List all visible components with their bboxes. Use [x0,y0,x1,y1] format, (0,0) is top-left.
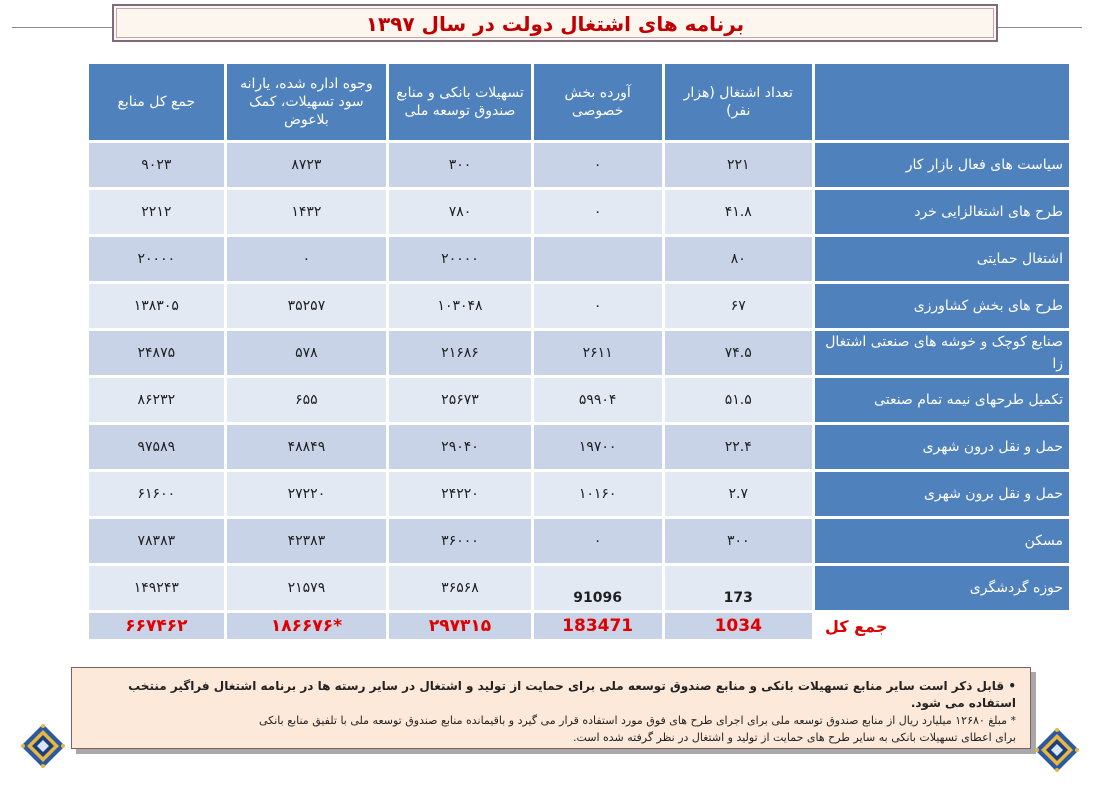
cell-private: ۰ [534,519,662,563]
cell-jobs: ۲.۷ [665,472,812,516]
footnote-line-3: برای اعطای تسهیلات بانکی به سایر طرح های حمایت از تولید و اشتغال در نظر گرفته شده است. [572,731,1016,744]
cell-funds: ۴۲۳۸۳ [227,519,387,563]
cell-total: ۱۴۹۲۴۳ [89,566,224,610]
total-jobs: 1034 [665,613,812,639]
header-funds: وجوه اداره شده، یارانه سود تسهیلات، کمک بلاعوض [227,64,387,140]
cell-total: ۱۳۸۳۰۵ [89,284,224,328]
cell-jobs: ۴۱.۸ [665,190,812,234]
table-header-row [89,64,1069,140]
row-label: حمل و نقل درون شهری [815,425,1069,469]
header-label [815,64,1069,140]
header-private: آورده بخش خصوصی [534,64,662,140]
cell-funds: ۶۵۵ [227,378,387,422]
cell-private: ۰ [534,284,662,328]
cell-total: ۶۱۶۰۰ [89,472,224,516]
cell-bank: ۲۱۶۸۶ [389,331,531,375]
cell-jobs: 173 [665,566,812,610]
cell-funds: ۴۸۸۴۹ [227,425,387,469]
page-title: برنامه های اشتغال دولت در سال ۱۳۹۷ [365,12,745,36]
table-row [89,378,1069,422]
cell-private: ۱۹۷۰۰ [534,425,662,469]
header-jobs: تعداد اشتغال (هزار نفر) [665,64,812,140]
header-bank: تسهیلات بانکی و منابع صندوق توسعه ملی [389,64,531,140]
row-label: تکمیل طرحهای نیمه تمام صنعتی [815,378,1069,422]
cell-bank: ۲۵۶۷۳ [389,378,531,422]
footnote-line-1: • قابل ذکر است سایر منابع تسهیلات بانکی و منابع صندوق توسعه ملی برای حمایت از تولید و اشتغال در سایر رسته ها در برنامه اشتغال فراگیر منتخب استفاده می شود. [128,679,1016,710]
row-label: طرح های بخش کشاورزی [815,284,1069,328]
cell-total: ۲۴۸۷۵ [89,331,224,375]
footnote-box [71,667,1031,749]
table-row [89,237,1069,281]
cell-total: ۲۲۱۲ [89,190,224,234]
cell-jobs: ۸۰ [665,237,812,281]
table-row [89,331,1069,375]
total-sum: ۶۶۷۴۶۲ [89,613,224,639]
table-row [89,566,1069,610]
row-label: سیاست های فعال بازار کار [815,143,1069,187]
ornament-right-icon [1034,727,1080,773]
total-label: جمع کل [815,613,1069,639]
cell-total: ۷۸۳۸۳ [89,519,224,563]
cell-total: ۲۰۰۰۰ [89,237,224,281]
cell-bank: ۳۶۵۶۸ [389,566,531,610]
row-label: حمل و نقل برون شهری [815,472,1069,516]
cell-private: ۰ [534,143,662,187]
cell-jobs: ۲۲.۴ [665,425,812,469]
table-row [89,519,1069,563]
cell-bank: ۳۶۰۰۰ [389,519,531,563]
cell-private: ۲۶۱۱ [534,331,662,375]
cell-funds: ۲۷۲۲۰ [227,472,387,516]
cell-bank: ۷۸۰ [389,190,531,234]
footnote-line-2: * مبلغ ۱۲۶۸۰ میلیارد ریال از منابع صندوق توسعه ملی برای اجرای طرح های فوق مورد استفاده قرار می گیرد و باقیمانده منابع صندوق توسعه ملی با تلفیق منابع بانکی [259,714,1016,727]
cell-private [534,237,662,281]
cell-bank: ۲۹۰۴۰ [389,425,531,469]
row-label: صنایع کوچک و خوشه های صنعتی اشتغال زا [815,331,1069,375]
cell-funds: ۲۱۵۷۹ [227,566,387,610]
cell-funds: ۰ [227,237,387,281]
header-total: جمع کل منابع [89,64,224,140]
title-banner [112,4,998,42]
table-row [89,425,1069,469]
table-row [89,143,1069,187]
cell-jobs: ۵۱.۵ [665,378,812,422]
cell-bank: ۲۴۲۲۰ [389,472,531,516]
row-label: حوزه گردشگری [815,566,1069,610]
table-row [89,190,1069,234]
cell-total: ۹۰۲۳ [89,143,224,187]
cell-jobs: ۲۲۱ [665,143,812,187]
cell-private: ۱۰۱۶۰ [534,472,662,516]
cell-jobs: ۳۰۰ [665,519,812,563]
cell-bank: ۲۰۰۰۰ [389,237,531,281]
employment-table [86,61,1072,642]
total-bank: ۲۹۷۳۱۵ [389,613,531,639]
cell-private: 91096 [534,566,662,610]
cell-total: ۸۶۲۳۲ [89,378,224,422]
cell-private: ۵۹۹۰۴ [534,378,662,422]
cell-bank: ۱۰۳۰۴۸ [389,284,531,328]
cell-private: ۰ [534,190,662,234]
cell-funds: ۱۴۳۲ [227,190,387,234]
cell-funds: ۳۵۲۵۷ [227,284,387,328]
row-label: اشتغال حمایتی [815,237,1069,281]
row-label: مسکن [815,519,1069,563]
total-row [89,613,1069,639]
total-private: 183471 [534,613,662,639]
ornament-left-icon [20,723,66,769]
cell-jobs: ۶۷ [665,284,812,328]
cell-jobs: ۷۴.۵ [665,331,812,375]
cell-funds: ۸۷۲۳ [227,143,387,187]
cell-total: ۹۷۵۸۹ [89,425,224,469]
table-row [89,472,1069,516]
row-label: طرح های اشتغالزایی خرد [815,190,1069,234]
cell-funds: ۵۷۸ [227,331,387,375]
total-funds: ۱۸۶۶۷۶* [227,613,387,639]
table-row [89,284,1069,328]
cell-bank: ۳۰۰ [389,143,531,187]
